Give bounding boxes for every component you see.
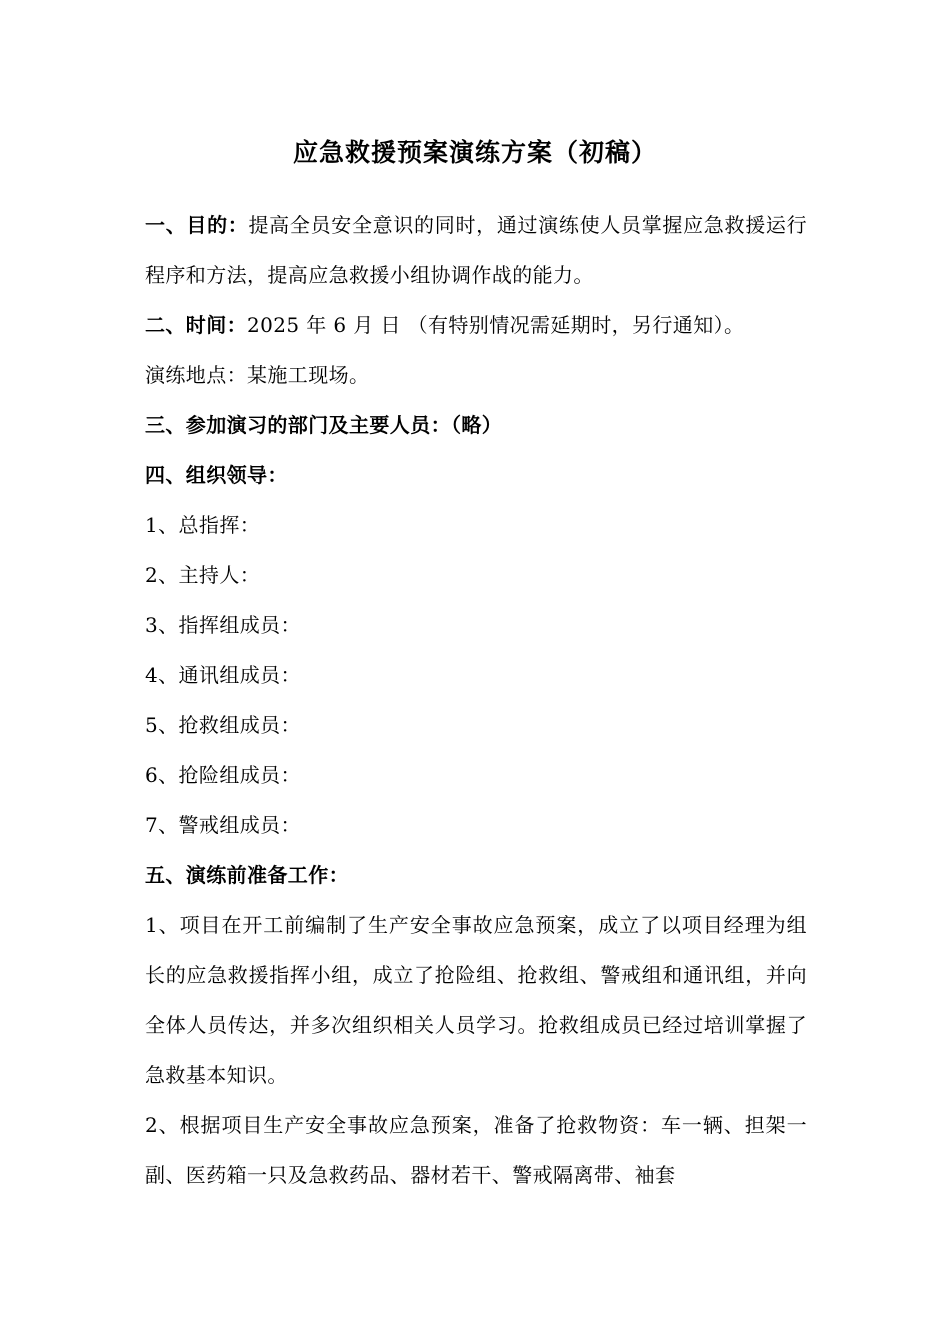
paragraph: 1、项目在开工前编制了生产安全事故应急预案，成立了以项目经理为组长的应急救援指挥小组，成立了抢险组、抢救组、警戒组和通讯组，并向全体人员传达，并多次组织相关人员学习。抢救组成员已经过培训掌握了急救基本知识。 [145,913,807,1087]
section-organization-heading: 四、组织领导： [145,463,288,487]
document-title: 应急救援预案演练方案（初稿） [292,138,657,167]
list-item: 4、通讯组成员： [145,663,301,687]
list-item: 7、警戒组成员： [145,813,301,837]
section-text: 提高全员安全意识的同时，通过演练使人员掌握应急救援运行程序和方法，提高应急救援小组协调作战的能力。 [145,213,807,287]
section-text: 2025 年 6 月 日 （有特别情况需延期时，另行通知）。 [247,313,745,337]
drill-location: 演练地点：某施工现场。 [145,363,370,387]
list-item: 3、指挥组成员： [145,613,301,637]
section-time [145,300,807,350]
section-purpose [145,200,807,300]
section-participants-heading: 三、参加演习的部门及主要人员：（略） [145,413,503,437]
list-item: 5、抢救组成员： [145,713,301,737]
paragraph: 2、根据项目生产安全事故应急预案，准备了抢救物资：车一辆、担架一副、医药箱一只及急救药品、器材若干、警戒隔离带、袖套 [145,1113,807,1187]
section-preparation-heading: 五、演练前准备工作： [145,863,349,887]
list-item: 6、抢险组成员： [145,763,301,787]
list-item: 1、总指挥： [145,513,261,537]
section-heading: 一、目的： [145,213,249,237]
list-item: 2、主持人： [145,563,261,587]
document-body [145,200,807,1200]
section-heading: 二、时间： [145,313,247,337]
